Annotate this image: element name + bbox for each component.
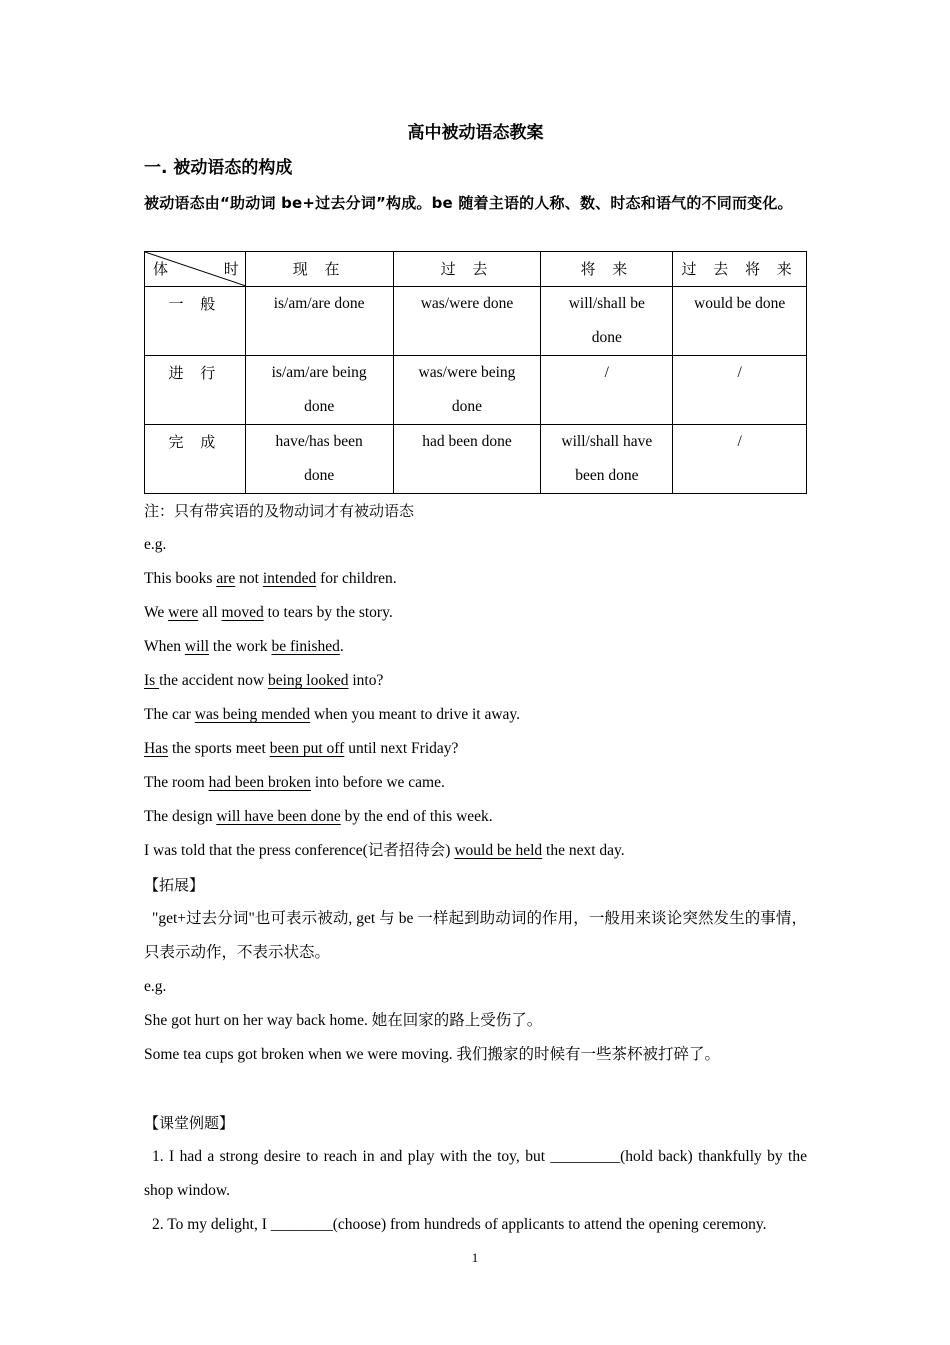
section-heading: 一. 被动语态的构成 (144, 158, 293, 178)
example-sentence: Has the sports meet been put off until next Friday? (144, 740, 459, 757)
examples-block (144, 494, 807, 1242)
example-sentence: Is the accident now being looked into? (144, 672, 384, 689)
class-heading: 【课堂例题】 (144, 1114, 235, 1132)
row-label: 进 行 (145, 356, 246, 425)
corner-label-aspect: 体 (153, 260, 169, 278)
exercise-item: 1. I had a strong desire to reach in and play with the toy, but _________(hold back) thankfully by the shop window. (144, 1148, 807, 1199)
example-sentence: When will the work be finished. (144, 638, 344, 655)
eg-label: e.g. (144, 978, 167, 995)
table-cell: is/am/are done (245, 287, 393, 356)
table-cell: had been done (393, 425, 541, 494)
table-row (145, 287, 807, 356)
expand-example: She got hurt on her way back home. 她在回家的路上受伤了。 (144, 1012, 543, 1029)
table-cell: will/shall be done (541, 287, 673, 356)
table-cell: would be done (673, 287, 807, 356)
row-label: 完 成 (145, 425, 246, 494)
table-cell: is/am/are being done (245, 356, 393, 425)
example-sentence: We were all moved to tears by the story. (144, 604, 393, 621)
exercise-item: 2. To my delight, I ________(choose) from hundreds of applicants to attend the opening ceremony. (152, 1216, 767, 1233)
example-sentence: This books are not intended for children. (144, 570, 397, 587)
table-cell: was/were being done (393, 356, 541, 425)
table-header: 将 来 (541, 252, 673, 287)
table-header-row (145, 252, 807, 287)
table-header: 过 去 (393, 252, 541, 287)
table-cell: / (673, 425, 807, 494)
row-label: 一 般 (145, 287, 246, 356)
expand-paragraph: "get+过去分词"也可表示被动, get 与 be 一样起到助动词的作用，一般用来谈论突然发生的事情，只表示动作，不表示状态。 (144, 910, 807, 961)
table-cell: was/were done (393, 287, 541, 356)
example-sentence: The car was being mended when you meant to drive it away. (144, 706, 521, 723)
table-cell: will/shall have been done (541, 425, 673, 494)
note-line: 注：只有带宾语的及物动词才有被动语态 (144, 502, 415, 520)
page-title: 高中被动语态教案 (407, 123, 544, 143)
table-corner-cell (145, 252, 246, 287)
example-sentence: The room had been broken into before we came. (144, 774, 445, 791)
table-row (145, 356, 807, 425)
corner-label-tense: 时 (223, 260, 239, 278)
page-number: 1 (471, 1250, 479, 1265)
table-cell: / (541, 356, 673, 425)
expand-heading: 【拓展】 (144, 876, 205, 894)
table-header: 过 去 将 来 (673, 252, 807, 287)
intro-paragraph: 被动语态由“助动词 be+过去分词”构成。be 随着主语的人称、数、时态和语气的不同而变化。 (144, 194, 793, 212)
table-cell: / (673, 356, 807, 425)
expand-example: Some tea cups got broken when we were moving. 我们搬家的时候有一些茶杯被打碎了。 (144, 1046, 721, 1063)
table-header: 现 在 (245, 252, 393, 287)
example-sentence: I was told that the press conference(记者招待会) would be held the next day. (144, 842, 625, 859)
table-cell: have/has been done (245, 425, 393, 494)
table-row (145, 425, 807, 494)
eg-label: e.g. (144, 536, 167, 553)
passive-voice-table (144, 251, 807, 494)
example-sentence: The design will have been done by the end of this week. (144, 808, 493, 825)
